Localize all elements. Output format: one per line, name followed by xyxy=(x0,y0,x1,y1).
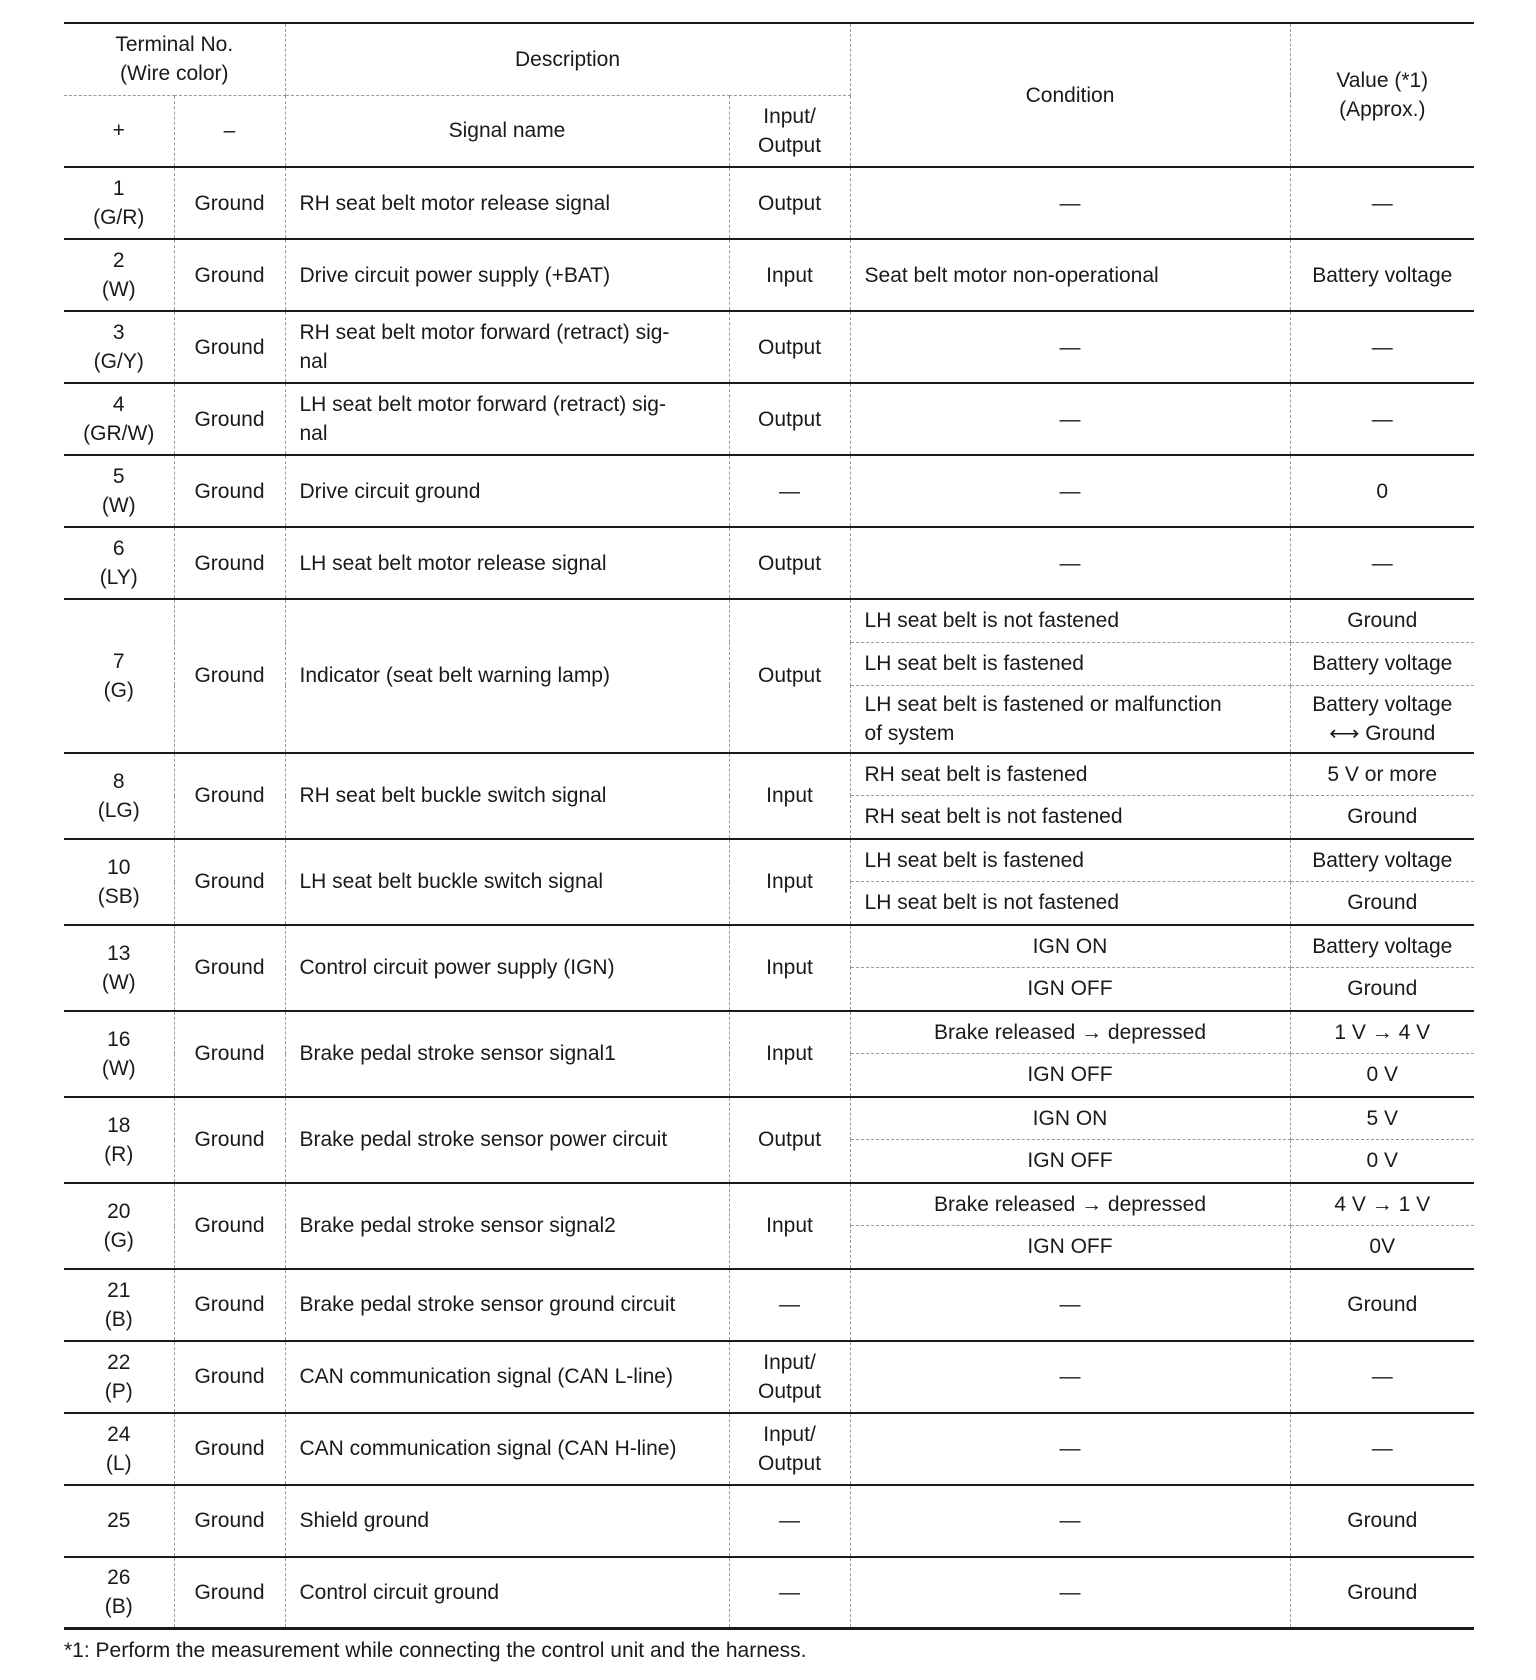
condition-cell: LH seat belt is not fastened xyxy=(850,882,1290,925)
signal-name-cell: Indicator (seat belt warning lamp) xyxy=(285,599,729,753)
condition-header: Condition xyxy=(850,23,1290,167)
condition-cell: LH seat belt is fastened or malfunction of system xyxy=(850,685,1290,753)
ground-cell: Ground xyxy=(174,1557,285,1629)
plus-terminal-header: + xyxy=(64,95,174,167)
value-cell: — xyxy=(1290,527,1474,599)
table-row xyxy=(64,925,1474,968)
table-row xyxy=(64,1557,1474,1629)
ground-cell: Ground xyxy=(174,239,285,311)
value-header: Value (*1) (Approx.) xyxy=(1290,23,1474,167)
terminal-cell: 2 (W) xyxy=(64,239,174,311)
condition-cell: — xyxy=(850,1557,1290,1629)
signal-name-header: Signal name xyxy=(285,95,729,167)
table-row xyxy=(64,383,1474,455)
description-header: Description xyxy=(285,23,850,95)
ground-cell: Ground xyxy=(174,925,285,1011)
condition-cell: IGN ON xyxy=(850,925,1290,968)
value-cell: — xyxy=(1290,383,1474,455)
ground-cell: Ground xyxy=(174,1097,285,1183)
terminal-cell: 22 (P) xyxy=(64,1341,174,1413)
table-row xyxy=(64,1183,1474,1226)
signal-name-cell: LH seat belt motor release signal xyxy=(285,527,729,599)
io-cell: Input xyxy=(729,753,850,839)
condition-cell: — xyxy=(850,1413,1290,1485)
signal-name-cell: RH seat belt motor forward (retract) sig- nal xyxy=(285,311,729,383)
value-cell: Battery voltage xyxy=(1290,839,1474,882)
condition-cell: IGN OFF xyxy=(850,1226,1290,1269)
value-cell: Ground xyxy=(1290,1269,1474,1341)
condition-cell: Brake released → depressed xyxy=(850,1011,1290,1054)
ground-cell: Ground xyxy=(174,527,285,599)
signal-name-cell: CAN communication signal (CAN H-line) xyxy=(285,1413,729,1485)
io-cell: Input/ Output xyxy=(729,1341,850,1413)
io-cell: Input xyxy=(729,925,850,1011)
condition-cell: IGN OFF xyxy=(850,968,1290,1011)
value-cell: Battery voltage xyxy=(1290,642,1474,685)
value-cell: — xyxy=(1290,167,1474,239)
terminal-cell: 5 (W) xyxy=(64,455,174,527)
signal-name-cell: Control circuit ground xyxy=(285,1557,729,1629)
table-row xyxy=(64,239,1474,311)
terminal-cell: 13 (W) xyxy=(64,925,174,1011)
terminal-cell: 7 (G) xyxy=(64,599,174,753)
terminal-table xyxy=(64,22,1474,1630)
value-cell: 0V xyxy=(1290,1226,1474,1269)
condition-cell: LH seat belt is fastened xyxy=(850,839,1290,882)
footnote: *1: Perform the measurement while connecting the control unit and the harness. xyxy=(64,1639,807,1662)
ground-cell: Ground xyxy=(174,1413,285,1485)
condition-cell: — xyxy=(850,383,1290,455)
value-cell: 4 V → 1 V xyxy=(1290,1183,1474,1226)
ground-cell: Ground xyxy=(174,839,285,925)
table-row xyxy=(64,599,1474,642)
table-row xyxy=(64,167,1474,239)
ground-cell: Ground xyxy=(174,1011,285,1097)
value-cell: Ground xyxy=(1290,599,1474,642)
table-row xyxy=(64,1485,1474,1557)
table-row xyxy=(64,311,1474,383)
value-cell: Ground xyxy=(1290,882,1474,925)
condition-cell: — xyxy=(850,527,1290,599)
condition-cell: — xyxy=(850,311,1290,383)
io-cell: — xyxy=(729,1485,850,1557)
value-cell: — xyxy=(1290,1413,1474,1485)
ground-cell: Ground xyxy=(174,311,285,383)
terminal-cell: 18 (R) xyxy=(64,1097,174,1183)
signal-name-cell: Control circuit power supply (IGN) xyxy=(285,925,729,1011)
condition-cell: LH seat belt is not fastened xyxy=(850,599,1290,642)
terminal-header: Terminal No. (Wire color) xyxy=(64,23,285,95)
condition-cell: — xyxy=(850,455,1290,527)
table-row xyxy=(64,1011,1474,1054)
value-cell: 5 V or more xyxy=(1290,753,1474,796)
signal-name-cell: Drive circuit power supply (+BAT) xyxy=(285,239,729,311)
terminal-cell: 20 (G) xyxy=(64,1183,174,1269)
io-cell: Input xyxy=(729,839,850,925)
value-cell: Ground xyxy=(1290,1485,1474,1557)
terminal-cell: 3 (G/Y) xyxy=(64,311,174,383)
io-cell: Input/ Output xyxy=(729,1413,850,1485)
condition-cell: RH seat belt is fastened xyxy=(850,753,1290,796)
ground-cell: Ground xyxy=(174,1183,285,1269)
value-cell: 1 V → 4 V xyxy=(1290,1011,1474,1054)
io-cell: Input xyxy=(729,1183,850,1269)
signal-name-cell: LH seat belt buckle switch signal xyxy=(285,839,729,925)
condition-cell: — xyxy=(850,167,1290,239)
signal-name-cell: Brake pedal stroke sensor signal2 xyxy=(285,1183,729,1269)
condition-cell: IGN OFF xyxy=(850,1140,1290,1183)
terminal-cell: 10 (SB) xyxy=(64,839,174,925)
condition-cell: RH seat belt is not fastened xyxy=(850,796,1290,839)
io-cell: — xyxy=(729,455,850,527)
table-row xyxy=(64,1413,1474,1485)
value-cell: — xyxy=(1290,311,1474,383)
io-cell: Output xyxy=(729,1097,850,1183)
table-row xyxy=(64,753,1474,796)
signal-name-cell: CAN communication signal (CAN L-line) xyxy=(285,1341,729,1413)
value-cell: — xyxy=(1290,1341,1474,1413)
minus-terminal-header: – xyxy=(174,95,285,167)
signal-name-cell: RH seat belt motor release signal xyxy=(285,167,729,239)
signal-name-cell: Shield ground xyxy=(285,1485,729,1557)
condition-cell: — xyxy=(850,1485,1290,1557)
ground-cell: Ground xyxy=(174,753,285,839)
table-row xyxy=(64,839,1474,882)
terminal-cell: 24 (L) xyxy=(64,1413,174,1485)
io-cell: Input xyxy=(729,239,850,311)
ground-cell: Ground xyxy=(174,167,285,239)
ground-cell: Ground xyxy=(174,1485,285,1557)
terminal-cell: 26 (B) xyxy=(64,1557,174,1629)
ground-cell: Ground xyxy=(174,599,285,753)
io-cell: — xyxy=(729,1557,850,1629)
value-cell: 5 V xyxy=(1290,1097,1474,1140)
io-cell: Output xyxy=(729,167,850,239)
condition-cell: — xyxy=(850,1269,1290,1341)
terminal-table-document xyxy=(64,22,1474,1665)
terminal-cell: 8 (LG) xyxy=(64,753,174,839)
value-cell: 0 V xyxy=(1290,1140,1474,1183)
signal-name-cell: Brake pedal stroke sensor signal1 xyxy=(285,1011,729,1097)
value-cell: Battery voltage xyxy=(1290,925,1474,968)
io-header: Input/ Output xyxy=(729,95,850,167)
value-cell: Ground xyxy=(1290,796,1474,839)
io-cell: Output xyxy=(729,527,850,599)
terminal-cell: 1 (G/R) xyxy=(64,167,174,239)
terminal-cell: 4 (GR/W) xyxy=(64,383,174,455)
value-cell: Battery voltage xyxy=(1290,239,1474,311)
signal-name-cell: Drive circuit ground xyxy=(285,455,729,527)
signal-name-cell: RH seat belt buckle switch signal xyxy=(285,753,729,839)
signal-name-cell: Brake pedal stroke sensor power circuit xyxy=(285,1097,729,1183)
ground-cell: Ground xyxy=(174,1341,285,1413)
table-row xyxy=(64,1341,1474,1413)
condition-cell: LH seat belt is fastened xyxy=(850,642,1290,685)
value-cell: 0 xyxy=(1290,455,1474,527)
condition-cell: Brake released → depressed xyxy=(850,1183,1290,1226)
terminal-cell: 25 xyxy=(64,1485,174,1557)
ground-cell: Ground xyxy=(174,1269,285,1341)
condition-cell: IGN OFF xyxy=(850,1054,1290,1097)
signal-name-cell: LH seat belt motor forward (retract) sig- nal xyxy=(285,383,729,455)
condition-cell: Seat belt motor non-operational xyxy=(850,239,1290,311)
value-cell: Ground xyxy=(1290,968,1474,1011)
table-row xyxy=(64,527,1474,599)
io-cell: — xyxy=(729,1269,850,1341)
table-row xyxy=(64,1097,1474,1140)
signal-name-cell: Brake pedal stroke sensor ground circuit xyxy=(285,1269,729,1341)
terminal-cell: 21 (B) xyxy=(64,1269,174,1341)
io-cell: Output xyxy=(729,599,850,753)
ground-cell: Ground xyxy=(174,455,285,527)
terminal-cell: 6 (LY) xyxy=(64,527,174,599)
ground-cell: Ground xyxy=(174,383,285,455)
condition-cell: IGN ON xyxy=(850,1097,1290,1140)
condition-cell: — xyxy=(850,1341,1290,1413)
value-cell: Battery voltage ⟷ Ground xyxy=(1290,685,1474,753)
terminal-cell: 16 (W) xyxy=(64,1011,174,1097)
value-cell: 0 V xyxy=(1290,1054,1474,1097)
io-cell: Input xyxy=(729,1011,850,1097)
table-body xyxy=(64,167,1474,1629)
io-cell: Output xyxy=(729,311,850,383)
table-row xyxy=(64,455,1474,527)
io-cell: Output xyxy=(729,383,850,455)
value-cell: Ground xyxy=(1290,1557,1474,1629)
table-row xyxy=(64,1269,1474,1341)
